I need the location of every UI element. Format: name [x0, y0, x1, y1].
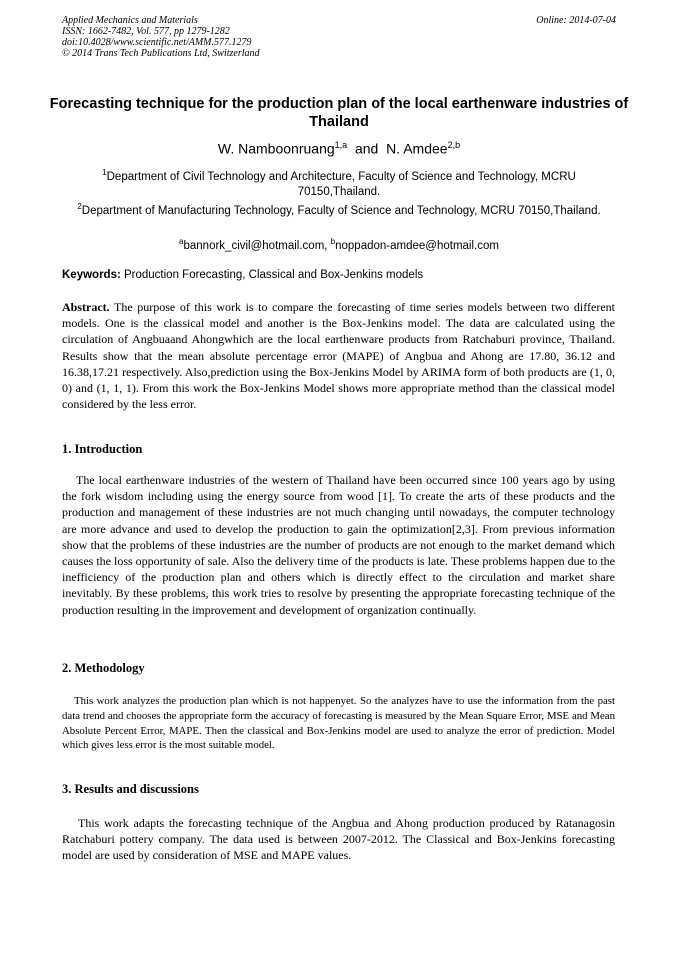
- email-a: bannork_civil@hotmail.com,: [183, 239, 331, 252]
- author-2: N. Amdee: [386, 140, 448, 157]
- affiliation-2-sup: 2: [77, 202, 82, 211]
- keywords-text: Production Forecasting, Classical and Box-Jenkins models: [120, 269, 424, 281]
- author-and: and: [354, 140, 379, 157]
- abstract: [62, 299, 615, 412]
- author-1: W. Namboonruang: [217, 140, 335, 157]
- abstract-label: Abstract.: [62, 300, 110, 314]
- email-line: [40, 234, 638, 254]
- email-b: noppadon-amdee@hotmail.com: [335, 239, 499, 252]
- section-heading-results: 3. Results and discussions: [62, 782, 199, 796]
- abstract-text: The purpose of this work is to compare the forecasting of time series models between two different models. One is the classical model and another is the Box-Jenkins model. The data are calculated using the circulation of Angbuaand Ahongwhich are the local earthenware products from Ratchaburi province, Thailand. Results show that the mean absolute percentage error (MAPE) of Angbua and Ahong are 17.80, 36.12 and 16.38,17.21 respectively. Also,prediction using the Box-Jenkins Model by ARIMA form of both products are (1, 0, 0) and (1, 1, 1). From this work the Box-Jenkins Model shows more appropriate method than the classical model considered by the less error.: [62, 300, 615, 412]
- copyright-line: © 2014 Trans Tech Publications Ltd, Switzerland: [62, 48, 260, 59]
- author-2-sup: 2,b: [447, 140, 461, 150]
- section-heading-methodology: 2. Methodology: [62, 661, 145, 675]
- methodology-text: This work analyzes the production plan which is not happenyet. So the analyzes have to use the information from the past data trend and chooses the appropriate form the accuracy of forecasting is measured by the Mean Square Error, MSE and Mean Absolute Percent Error, MAPE. Then the classical and Box-Jenkins model are used to analyze the error of prediction. Model which gives less error is the most suitable model.: [62, 695, 615, 752]
- keywords-label: Keywords:: [62, 269, 121, 281]
- section-heading-introduction: 1. Introduction: [62, 442, 143, 456]
- affiliation-2-text: Department of Manufacturing Technology, Faculty of Science and Technology, MCRU 70150,Thailand.: [81, 204, 601, 217]
- affiliation-2: [70, 199, 608, 219]
- author-1-sup: 1,a: [334, 140, 348, 150]
- email-a-sup: a: [179, 237, 184, 246]
- journal-header: [62, 15, 260, 59]
- affiliation-1-sup: 1: [102, 168, 107, 177]
- email-b-sup: b: [330, 237, 336, 246]
- issn-line: ISSN: 1662-7482, Vol. 577, pp 1279-1282: [62, 26, 230, 37]
- introduction-text: The local earthenware industries of the western of Thailand have been occurred since 100 years ago by using the fork wisdom including using the energy source from wood [1]. To create the arts of these products and the production and management of these industries are not much changing until nowadays, the computer technology are more advance and used to develop the production to gain the optimization[2,3]. From previous information show that the problems of these industries are the number of products are not enough to the market demand which causes the loss opportunity of sale. Also the delivery time of the products is late. These problems happen due to the inefficiency of the production plan and others which is directly effect to the circulation and market share inevitably. By these problems, this work tries to resolve by presenting the appropriate forecasting technique of the production resulting in the improvement and development of organization continually.: [62, 473, 615, 617]
- affiliation-1: [70, 165, 608, 200]
- affiliation-1-text: Department of Civil Technology and Architecture, Faculty of Science and Technology, MCRU 70150,Thailand.: [106, 170, 576, 198]
- keywords: [62, 268, 622, 283]
- doi-line: doi:10.4028/www.scientific.net/AMM.577.1279: [62, 37, 252, 48]
- paper-title: Forecasting technique for the production plan of the local earthenware industries of Thailand: [49, 96, 629, 130]
- online-date: Online: 2014-07-04: [536, 15, 616, 26]
- journal-name: Applied Mechanics and Materials: [62, 15, 198, 26]
- author-line: [40, 136, 638, 158]
- results-text: This work adapts the forecasting technique of the Angbua and Ahong production produced by Ratanagosin Ratchaburi pottery company. The data used is between 2007-2012. The Classical and Box-Jenkins forecasting model are used by consideration of MSE and MAPE values.: [62, 816, 615, 863]
